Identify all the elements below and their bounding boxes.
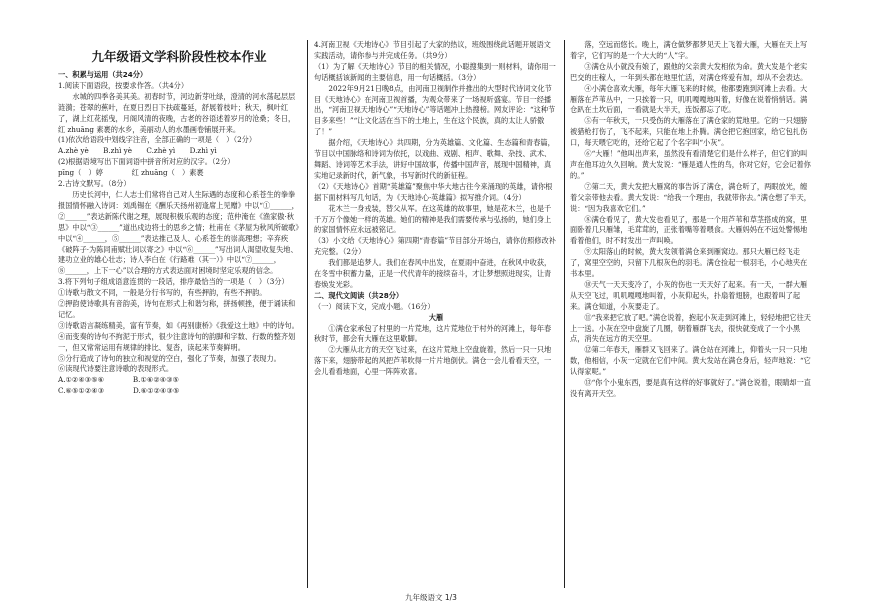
col1-paragraph: 3.将下列句子组成语意连贯的一段话，排序最恰当的一项是（ ）（3分） bbox=[58, 277, 289, 287]
col3-paragraph: ⑧满仓看见了，黄大发也看见了，那是一个用芦苇和草茎搭成的窝，里面卧着几只雁雏，毛茸茸的，正张着嘴等着喂食。大雁妈妈在不远处警惕地看着他们，时不时发出一声叫唤。 bbox=[570, 214, 808, 246]
col2-paragraph: 二、现代文阅读（共28分） bbox=[314, 290, 404, 300]
col2-paragraph: 2022年9月21日晚8点，由河南卫视制作并推出的大型时代诗词文化节目《天地诗心》在河南卫视首播，为观众带来了一场视听盛宴。节目一经播出，“河南卫视天地诗心”“天地诗心”等话题冲上热搜榜。网友评论：“这种节目多来些！”“让文化活在当下的土地上，生在这个民族，真的太让人骄傲了！” bbox=[314, 83, 556, 137]
col1-paragraph: ②押韵使诗歌具有音韵美，诗句在形式上和谐匀称，拼扬顿挫，便于诵读和记忆。 bbox=[58, 299, 296, 319]
col2-paragraph: （1）为了解《天地诗心》节目的相关情况，小聪搜集到一则材料，请你用一句话概括该新闻的主要信息，用一句话概括。（3分） bbox=[314, 61, 556, 82]
col3-paragraph: ⑩天气一天天变冷了，小灰的伤也一天天好了起来。有一天，一群大雁从天空飞过，叽叽嘎嘎地叫着，小灰仰起头，扑扇着翅膀，也跟着叫了起来。满仓知道，小灰要走了。 bbox=[570, 279, 808, 311]
col3-paragraph: ⑫第二年春天，雁群又飞回来了。满仓站在河滩上，仰着头一只一只地数，他相信，小灰一定就在它们中间。黄大发站在满仓身后，轻声地说：“它认得家呢。” bbox=[570, 345, 811, 377]
col2-paragraph: 我们都是追梦人。我们在春风中出发，在夏雨中奋进，在秋风中收获，在冬雪中积蓄力量，正是一代代青年的接续奋斗，才让梦想照进现实，让青春焕发光彩。 bbox=[314, 258, 552, 289]
col3-paragraph: ⑬“你个小鬼东西，要是真有这样的好事就好了。”满仓说着，眼睛却一直没有离开天空。 bbox=[570, 378, 811, 398]
col2-paragraph: （2）《天地诗心》首期“英雄篇”聚焦中华大地古往今来涌现的英雄，请你根据下面材料写几句话，为《天地诗心·英雄篇》拟写推介词。（4分） bbox=[314, 181, 553, 202]
col1-paragraph: 历史长河中，仁人志士们常将自己对人生际遇的态度和心系苍生的拳拳报国情怀融入诗词：刘禹锡在《酬乐天扬州初逢席上见赠》中以“①______，②______”表达新陈代谢之理，展现积极乐观的态度；范仲淹在《渔家傲·秋思》中以“③______”道出戍边将士的思乡之情；杜甫在《茅屋为秋风所破歌》中以“④______，⑤______”表达推己及人、心系苍生的崇高理想；辛弃疾《破阵子·为陈同甫赋壮词以寄之》中以“⑥______”写出词人渴望收复失地、建功立业的雄心壮志；诗人李白在《行路难（其一）》中以“⑦______，⑧______，上下一心”以合理的方式表达面对困境时坚定乐观的信念。 bbox=[58, 189, 299, 276]
col2-paragraph: ①满仓家承包了村里的一片荒地，这片荒地位于村外的河滩上，每年春秋时节，都会有大雁在这里歇脚。 bbox=[314, 323, 552, 344]
col2-paragraph: 据介绍，《天地诗心》共四期，分为英雄篇、文化篇、生态篇和青春篇，节目以中国脉络和诗词为依托，以戏曲、戏剧、相声、歌舞、杂技、武术、舞蹈、诗词等艺术手法，讲好中国故事，传播中国声音，展现中国精神，真实地记录新时代，新气象，书写新时代的新征程。 bbox=[314, 138, 555, 180]
col1-paragraph: ④而变奏的诗句不拘泥于形式，很少注意诗句的韵脚和字数、行数的整齐划一，但又常常运用有规律的排比、复沓，读起来节奏鲜明。 bbox=[58, 331, 296, 352]
col1-paragraph: ③诗歌语言凝练精美，富有节奏，如《再别康桥》《我爱这土地》中的诗句。 bbox=[58, 320, 299, 330]
col1-paragraph: pīng（ ）婷 红 zhuāng（ ）素裹 bbox=[58, 168, 204, 178]
col3-paragraph: ⑦第二天，黄大发把大雁窝的事告诉了满仓，满仓听了，两眼放光，缠着父亲带他去看。黄大发说：“给我一个理由，我就带你去。”满仓想了半天，说：“因为我喜欢它们。” bbox=[570, 181, 811, 213]
page-footer: 九年级语文 1/3 bbox=[405, 593, 457, 602]
col3-paragraph: ⑨太阳落山的时候，黄大发领着满仓来到雁窝边。那只大雁已经飞走了，窝里空空的，只留下几根灰色的羽毛。满仓捡起一根羽毛，小心地夹在书本里。 bbox=[570, 247, 808, 279]
col2-paragraph: 花木兰一身戎装，替父从军。在这英雄的故事里，她是花木兰，也是千千万万个像她一样的英雄。她们的精神是我们需要传承与弘扬的，她们身上的家国情怀应永远被铭记。 bbox=[314, 203, 552, 235]
col1-paragraph: ⑤分行造成了诗句的独立和视觉的空白，强化了节奏，加强了表现力。 bbox=[58, 353, 281, 363]
col1-paragraph: 水城的四季各美其美。初春时节，河边新芽吐绿，澄清的河水荡起层层涟漪；苍翠的蕉叶，在夏日烈日下扶疏蔓延，舒展着枝叶；秋天，枫叶红了，湖上红花摇曳，月阁风清的夜晚，古老的谷语述着岁月的沧桑；冬日，红 zhuāng 素裹的水乡，美丽动人的水墨画卷铺展开来。 bbox=[58, 91, 296, 134]
col1-paragraph: (1)依次给语段中划线字注音，全部正确的一项是（ ）（2分） bbox=[58, 135, 257, 145]
col1-paragraph: 1.阅读下面语段，按要求作答。（共4分） bbox=[58, 80, 189, 90]
col2-paragraph: 4.河南卫视《天地诗心》节目引起了大家的热议，班级围绕此话题开展语文实践活动，请你参与并完成任务。（共9分） bbox=[314, 40, 551, 60]
col1-paragraph: A.zhè yè B.zhì yè C.zhè yì D.zhì yì bbox=[58, 146, 217, 156]
col3-paragraph: 落，空远而悠长。晚上，满仓做梦都梦见天上飞着大雁，大雁在天上写着字，它们写的是一个大大的“人”字。 bbox=[570, 40, 808, 60]
col3-paragraph: ④小满仓喜欢大雁，每年大雁飞来的时候，他都要跑到河滩上去看。大雁落在芦苇丛中，一只挨着一只，叽叽嘎嘎地叫着，好像在说着悄悄话。满仓趴在土坎后面，一看就是大半天，连饭都忘了吃。 bbox=[570, 83, 808, 115]
col1-paragraph: ①诗歌与散文不同，一般是分行书写的，有些押韵，有些不押韵。 bbox=[58, 288, 267, 298]
col1-paragraph: A.①②④③⑤⑥ B.①⑥②④③⑤ bbox=[58, 375, 180, 385]
col1-paragraph: (2)根据语境写出下面词语中拼音所对应的汉字。（2分） bbox=[58, 157, 235, 167]
column-right bbox=[570, 40, 812, 400]
col2-paragraph: （一）阅读下文，完成小题。（16分） bbox=[314, 301, 435, 311]
col3-paragraph: ⑥“大雁！”他叫出声来，虽然没有看清楚它们是什么样子，但它们的叫声在他耳边久久回响。黄大发说：“雁是通人性的鸟，你对它好，它会记着你的。” bbox=[570, 149, 811, 180]
col1-paragraph: 一、积累与运用（共24分） bbox=[58, 70, 148, 79]
column-divider-1 bbox=[307, 40, 308, 588]
column-divider-2 bbox=[564, 40, 565, 588]
col3-paragraph: ⑤有一年秋天，一只受伤的大雁落在了满仓家的荒地里。它的一只翅膀被猎枪打伤了，飞不起来，只能在地上扑腾。满仓把它抱回家，给它包扎伤口，每天喂它吃的，还给它起了个名字叫“小灰”。 bbox=[570, 116, 808, 148]
col1-paragraph: ⑥读现代诗要注意诗歌的表现形式。 bbox=[58, 364, 174, 374]
col2-paragraph: 大雁 bbox=[428, 312, 444, 322]
col2-paragraph: （3）小文给《天地诗心》第四期“青春篇”节目部分开场白，请你仿照修改补充完整。（2分） bbox=[314, 236, 556, 257]
col1-paragraph: 2.古诗文默写。（8分） bbox=[58, 179, 131, 189]
col3-paragraph: ⑪“我来把它放了吧。”满仓说着，抱起小灰走到河滩上，轻轻地把它往天上一送。小灰在空中盘旋了几圈，朝着雁群飞去，很快就变成了一个小黑点，消失在远方的天空里。 bbox=[570, 312, 811, 344]
column-middle bbox=[314, 40, 558, 378]
page-title: 九年级语文学科阶段性校本作业 bbox=[91, 49, 267, 64]
column-left bbox=[58, 70, 300, 397]
col1-paragraph: C.⑥⑤①②④③ D.⑥①②④③⑤ bbox=[58, 386, 180, 396]
col3-paragraph: ③满仓从小就没有娘了，跟他的父亲黄大发相依为命。黄大发是个老实巴交的庄稼人，一年到头都在地里忙活，对满仓疼爱有加，却从不会表达。 bbox=[570, 61, 808, 82]
col2-paragraph: ②大雁从北方的天空飞过来，在这片荒地上空盘旋着，然后一只一只地落下来，翅膀带起的风把芦苇吹得一片片地倒伏。满仓一会儿看看天空，一会儿看看地面，心里一阵阵欢喜。 bbox=[314, 345, 552, 377]
